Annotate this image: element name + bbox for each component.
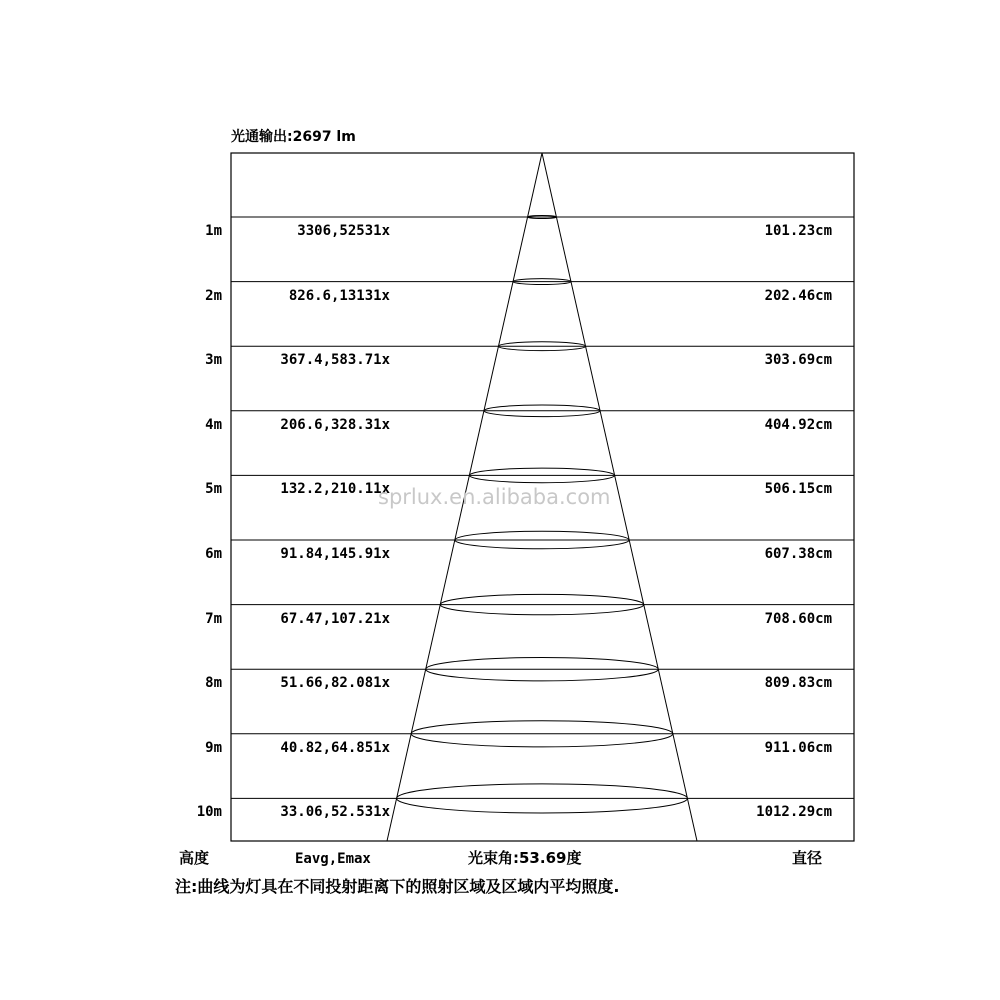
row-eavg-emax: 826.6,13131x <box>288 288 390 304</box>
beam-ellipses <box>397 216 688 813</box>
row-eavg-emax: 40.82,64.851x <box>280 740 390 756</box>
row-diameter: 911.06cm <box>764 740 832 756</box>
row-eavg-emax: 51.66,82.081x <box>280 675 390 691</box>
watermark: sprlux.en.alibaba.com <box>378 485 611 509</box>
row-eavg-emax: 91.84,145.91x <box>280 546 390 562</box>
row-height-label: 10m <box>196 804 222 820</box>
row-diameter: 303.69cm <box>764 352 832 368</box>
row-diameter: 101.23cm <box>764 223 832 239</box>
row-eavg-emax: 206.6,328.31x <box>280 417 390 433</box>
row-height-label: 9m <box>205 740 222 756</box>
row-diameter: 506.15cm <box>764 481 832 497</box>
row-diameter: 202.46cm <box>764 288 832 304</box>
row-eavg-emax: 33.06,52.531x <box>280 804 390 820</box>
row-height-label: 1m <box>205 223 222 239</box>
row-diameter: 708.60cm <box>764 611 832 627</box>
height-column-label: 高度 <box>179 849 210 867</box>
row-height-label: 6m <box>205 546 222 562</box>
beam-angle-label: 光束角:53.69度 <box>468 849 582 867</box>
row-diameter: 809.83cm <box>764 675 832 691</box>
row-height-label: 3m <box>205 352 222 368</box>
row-height-label: 8m <box>205 675 222 691</box>
lumen-output-label: 光通输出:2697 lm <box>231 129 356 145</box>
row-diameter: 607.38cm <box>764 546 832 562</box>
row-height-label: 2m <box>205 288 222 304</box>
row-diameter: 404.92cm <box>764 417 832 433</box>
row-eavg-emax: 132.2,210.11x <box>280 481 390 497</box>
row-eavg-emax: 3306,52531x <box>297 223 390 239</box>
row-height-label: 7m <box>205 611 222 627</box>
row-diameter: 1012.29cm <box>756 804 832 820</box>
row-height-label: 4m <box>205 417 222 433</box>
row-height-label: 5m <box>205 481 222 497</box>
diameter-column-label: 直径 <box>792 849 823 867</box>
row-eavg-emax: 67.47,107.21x <box>280 611 390 627</box>
eavg-emax-column-label: Eavg,Emax <box>295 851 371 867</box>
row-eavg-emax: 367.4,583.71x <box>280 352 390 368</box>
footnote: 注:曲线为灯具在不同投射距离下的照射区域及区域内平均照度. <box>175 877 620 896</box>
